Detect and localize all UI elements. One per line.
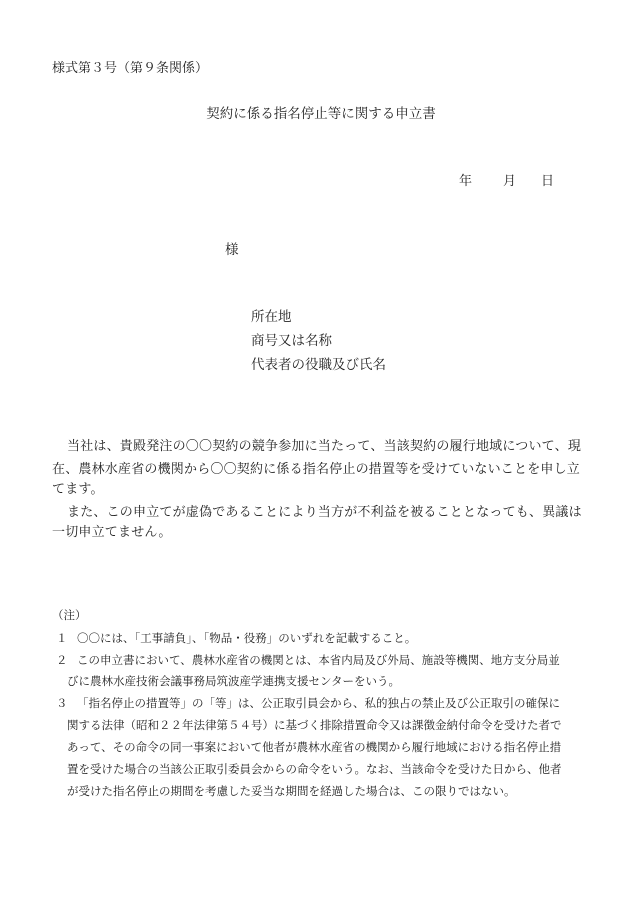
statement-line: てます。: [52, 482, 104, 497]
note-number: ２: [56, 653, 68, 667]
note-text-line: 関する法律（昭和２２年法律第５４号）に基づく排除措置命令又は課徴金納付命令を受けた者で: [67, 718, 562, 732]
date-month-label: 月: [503, 174, 517, 189]
date-year-label: 年: [459, 174, 473, 189]
note-text-line: あって、その命令の同一事案において他者が農林水産省の機関から履行地域における指名停止措: [67, 740, 562, 754]
statement-line: 一切申立てません。: [52, 525, 172, 540]
note-text-line: 「指名停止の措置等」の「等」は、公正取引員会から、私的独占の禁止及び公正取引の確保に: [77, 696, 560, 710]
addressee-honorific: 様: [225, 242, 239, 258]
document-title: 契約に係る指名停止等に関する申立書: [206, 106, 436, 122]
statement-line: また、この申立てが虚偽であることにより当方が不利益を被ることとなっても、異議は: [67, 505, 582, 520]
date-day-label: 日: [541, 174, 555, 189]
statement-line: 当社は、貴殿発注の〇〇契約の競争参加に当たって、当該契約の履行地域について、現: [67, 439, 582, 454]
note-text-line: が受けた指名停止の期間を考慮した妥当な期間を経過した場合は、この限りではない。: [67, 784, 516, 798]
statement-line: 在、農林水産省の機関から〇〇契約に係る指名停止の措置等を受けていないことを申し立: [52, 462, 581, 477]
note-text-line: びに農林水産技術会議事務局筑波産学連携支援センターをいう。: [67, 674, 401, 688]
note-number: １: [56, 631, 68, 645]
form-number: 様式第３号（第９条関係）: [52, 61, 209, 76]
applicant-representative-label: 代表者の役職及び氏名: [251, 357, 386, 373]
note-text-line: この申立書において、農林水産省の機関とは、本省内局及び外局、施設等機関、地方支分局並: [77, 653, 560, 667]
notes-heading: （注）: [52, 608, 87, 622]
applicant-name-label: 商号又は名称: [251, 333, 332, 349]
note-number: ３: [56, 696, 68, 710]
note-text-line: 〇〇には、「工事請負」、「物品・役務」のいずれを記載すること。: [77, 631, 417, 645]
note-text-line: 置を受けた場合の当該公正取引委員会からの命令をいう。なお、当該命令を受けた日から、他者: [67, 762, 562, 776]
applicant-address-label: 所在地: [251, 309, 292, 325]
